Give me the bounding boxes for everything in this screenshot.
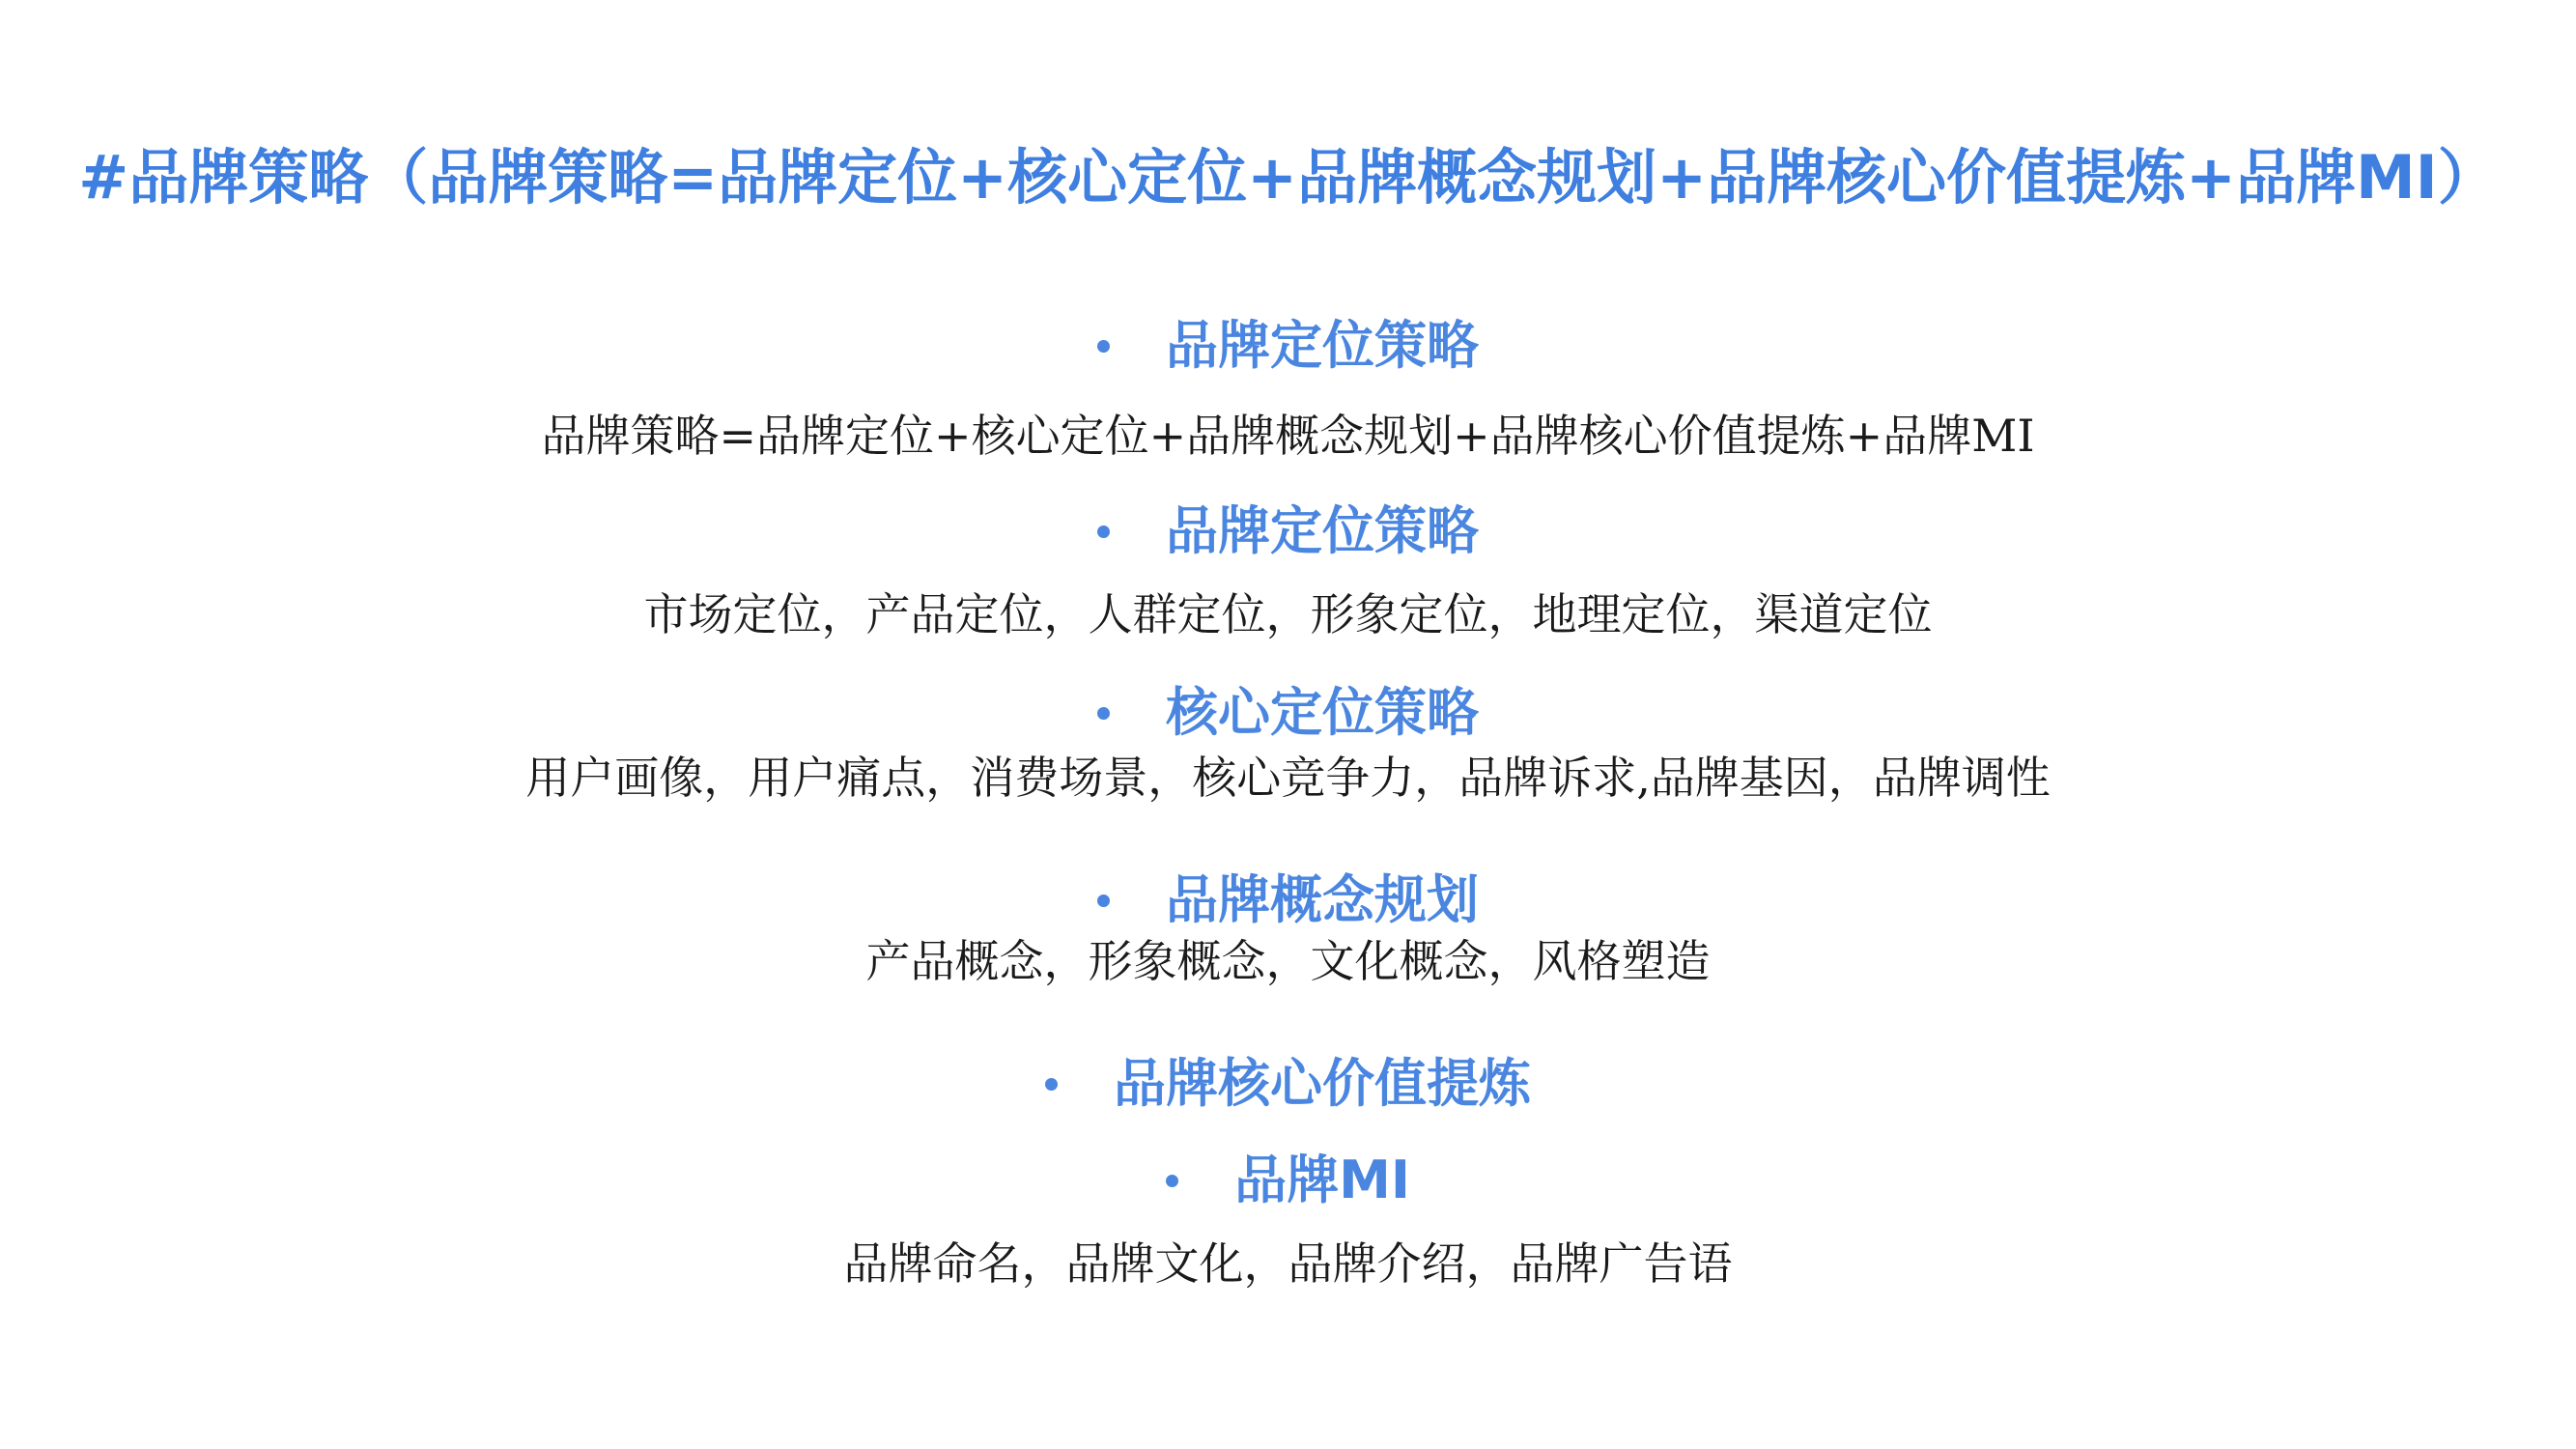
section-heading-text: 核心定位策略 [1166,682,1479,743]
slide-title: #品牌策略（品牌策略=品牌定位+核心定位+品牌概念规划+品牌核心价值提炼+品牌MI） [78,142,2498,213]
section-heading-text: 品牌概念规划 [1166,869,1479,930]
bullet-icon [1045,1078,1058,1091]
bullet-icon [1097,895,1110,907]
section-description: 用户画像，用户痛点，消费场景，核心竞争力，品牌诉求,品牌基因，品牌调性 [525,752,2051,804]
bullet-icon [1097,526,1110,538]
section-heading-row [1166,1142,1410,1219]
section-heading-text: 品牌核心价值提炼 [1114,1053,1531,1114]
section-heading-row [1097,493,1479,570]
section-description: 市场定位，产品定位，人群定位，形象定位，地理定位，渠道定位 [643,588,1933,640]
section-heading-text: 品牌MI [1234,1150,1410,1210]
section-heading-brand-positioning-2 [0,493,2576,570]
section-heading-row [1097,674,1479,752]
section-heading-core-value [0,1045,2576,1122]
section-heading-row [1045,1045,1531,1122]
section-heading-row [1097,307,1479,384]
section-heading-text: 品牌定位策略 [1166,315,1479,376]
section-heading-core-positioning [0,674,2576,752]
section-description: 品牌命名，品牌文化，品牌介绍，品牌广告语 [843,1237,1733,1290]
section-heading-brand-mi [0,1142,2576,1219]
bullet-icon [1097,340,1110,353]
bullet-icon [1097,707,1110,720]
section-heading-text: 品牌定位策略 [1166,500,1479,561]
section-description: 品牌策略=品牌定位+核心定位+品牌概念规划+品牌核心价值提炼+品牌MI [541,410,2035,462]
section-description: 产品概念，形象概念，文化概念，风格塑造 [865,935,1711,987]
bullet-icon [1166,1175,1178,1187]
section-heading-brand-positioning [0,307,2576,384]
